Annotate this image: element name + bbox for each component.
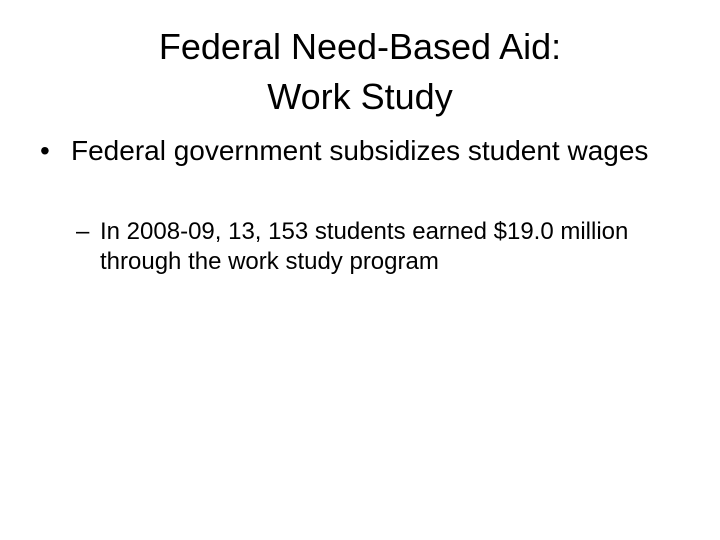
slide-title — [40, 22, 680, 122]
sub-bullet-item — [76, 217, 676, 277]
sub-bullet-marker: – — [76, 218, 90, 245]
sub-bullet-text: In 2008-09, 13, 153 students earned $19.0 million through the work study program — [100, 218, 629, 275]
title-line-1: Federal Need-Based Aid: — [158, 26, 562, 67]
bullet-marker: • — [40, 135, 50, 166]
title-line-2: Work Study — [267, 76, 453, 117]
bullet-item — [40, 134, 680, 168]
bullet-text: Federal government subsidizes student wages — [71, 135, 649, 166]
